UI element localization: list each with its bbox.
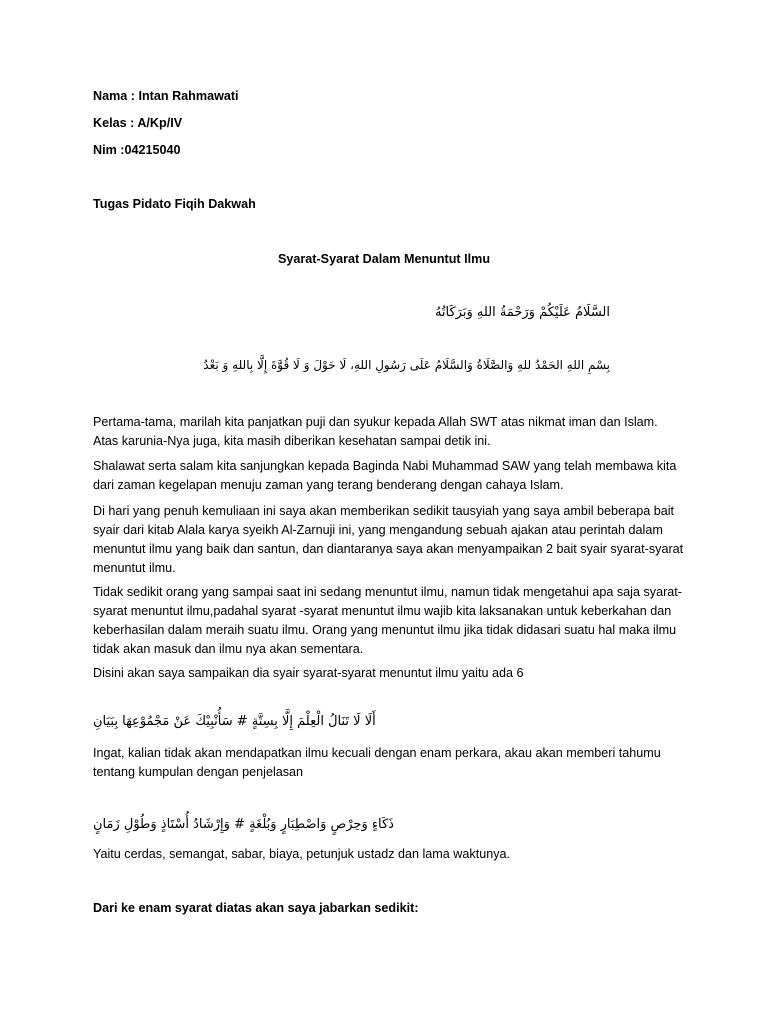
student-name: Nama : Intan Rahmawati — [93, 89, 239, 103]
arabic-greeting: السَّلَامُ عَلَيْكُمْ وَرَحْمَةُ اللهِ وَبَرَكَاتُهُ — [434, 305, 610, 320]
paragraph-shalawat: Shalawat serta salam kita sanjungkan kepada Baginda Nabi Muhammad SAW yang telah membawa kita dari zaman kegelapan menuju zaman yang terang benderang dengan cahaya Islam. — [93, 459, 677, 492]
arabic-verse-2: ذَكَاءٍ وَحِرْصٍ وَاصْطِبَارٍ وَبُلْغَةٍ # وَإِرْشَادُ أُسْتَاذٍ وَطُوْلِ زَمَانٍ — [93, 817, 394, 832]
paragraph-importance: Tidak sedikit orang yang sampai saat ini sedang menuntut ilmu, namun tidak mengetahui apa saja syarat-syarat menuntut ilmu,padahal syarat -syarat menuntut ilmu wajib kita laksanakan untuk keberkahan dan keberhasilan dalam meraih suatu ilmu. Orang yang menuntut ilmu jika tidak didasari suatu hal maka ilmu tidak akan masuk dan ilmu nya akan sementara. — [93, 585, 682, 656]
paragraph-intro-verses: Disini akan saya sampaikan dia syair syarat-syarat menuntut ilmu yaitu ada 6 — [93, 666, 524, 680]
translation-verse-1: Ingat, kalian tidak akan mendapatkan ilmu kecuali dengan enam perkara, akau akan memberi tahumu tentang kumpulan dengan penjelasan — [93, 746, 661, 779]
speech-title: Syarat-Syarat Dalam Menuntut Ilmu — [277, 252, 491, 266]
assignment-title: Tugas Pidato Fiqih Dakwah — [93, 197, 256, 211]
translation-verse-2: Yaitu cerdas, semangat, sabar, biaya, petunjuk ustadz dan lama waktunya. — [93, 847, 511, 861]
arabic-verse-1: أَلَا لَا تَنَالُ الْعِلْمَ إِلَّا بِسِتَّةٍ # سَأُنْبِيْكَ عَنْ مَجْمُوْعِهَا بِبَيَانِ — [93, 714, 376, 729]
arabic-opening: بِسْمِ اللهِ الحَمْدُ للهِ وَالصَّلَاةُ وَالسَّلَامُ عَلَى رَسُولِ اللهِ، لَا حَوْلَ وَ لَا قُوَّةَ إِلَّا بِاللهِ وَ بَعْدُ — [203, 358, 610, 372]
closing-line: Dari ke enam syarat diatas akan saya jabarkan sedikit: — [93, 901, 419, 915]
paragraph-tausyiah: Di hari yang penuh kemuliaan ini saya akan memberikan sedikit tausyiah yang saya ambil beberapa bait syair dari kitab Alala karya syeikh Al-Zarnuji ini, yang mengandung sebuah ajakan atau perintah dalam menuntut ilmu yang baik dan santun, dan diantaranya saya akan menyampaikan 2 bait syair syarat-syarat menuntut ilmu. — [93, 504, 684, 575]
student-nim: Nim :04215040 — [93, 143, 181, 157]
paragraph-opening: Pertama-tama, marilah kita panjatkan puji dan syukur kepada Allah SWT atas nikmat iman dan Islam. Atas karunia-Nya juga, kita masih diberikan kesehatan sampai detik ini. — [93, 415, 658, 448]
student-class: Kelas : A/Kp/IV — [93, 116, 183, 130]
